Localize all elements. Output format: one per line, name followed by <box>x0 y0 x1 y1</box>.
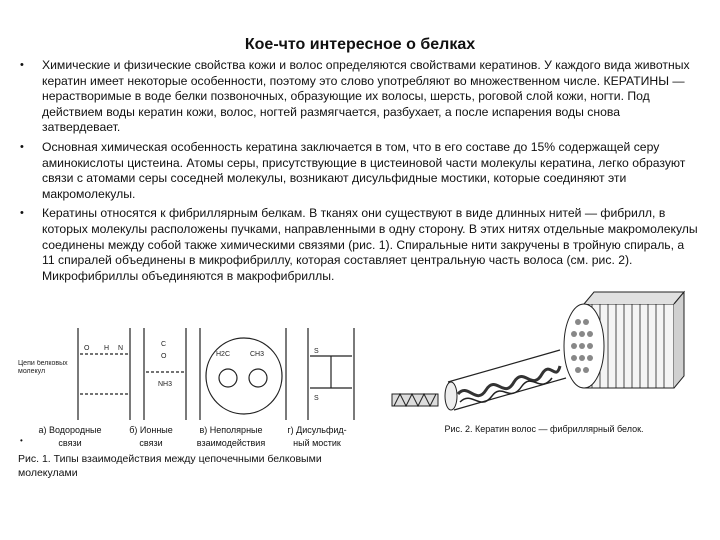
bullet-text: Основная химическая особенность кератина заключается в том, что в его составе до 15% содержащей серу аминокислоты цистеина. Атомы серы, присутствующие в цистеиновой части молекулы кератина, легко образуют связи с атомами серы соседней молекулы, возникают дисульфидные мостики, которые соединяют эти макромолекулы. <box>42 139 686 201</box>
atom-label: CH3 <box>250 351 265 358</box>
bullet-dot: • <box>20 207 24 220</box>
atom-label: H <box>104 345 110 352</box>
bullet-text: Химические и физические свойства кожи и волос определяются свойствами кератинов. У каждого вида животных кератин имеет некоторые особенности, поэтому это слово употребляют во множественном числе. КЕРАТИНЫ — нерастворимые в воде белки позвоночных, образующие их волосы, шерсть, роговой слой кожи, ногти. Под действием воды кератин кожи, волос, ногтей размягчается, разбухает, а после испарения воды снова затвердевает. <box>42 58 690 135</box>
bullet-item <box>18 206 698 284</box>
figure-1-label-d <box>274 424 360 450</box>
label-line: г) Дисульфид- <box>287 425 347 435</box>
bullet-item <box>18 58 698 136</box>
bullet-dot: • <box>20 59 24 71</box>
figure-1-diagram <box>18 326 368 422</box>
label-line: в) Неполярные <box>199 425 263 435</box>
atom-label: H2C <box>216 351 231 358</box>
label-line: б) Ионные <box>129 425 173 435</box>
page-title: Кое-что интересное о белках <box>244 36 476 53</box>
label-line: а) Водородные <box>38 425 102 435</box>
figure-1-label-b <box>116 424 186 450</box>
bullet-dot: • <box>20 436 23 445</box>
figure-1-label-a <box>30 424 110 450</box>
atom-label: C <box>161 341 167 348</box>
bullet-list <box>18 58 698 288</box>
bullet-item <box>18 140 698 202</box>
bullet-text: Кератины относятся к фибриллярным белкам. В тканях они существуют в виде длинных нитей — фибрилл, в которых молекулы расположены пучками, направленными в одну сторону. В этих нитях отдельные макромолекулы соединены между собой также химическими связями (рис. 1). Спиральные нити закручены в тройную спираль, а 11 спиралей объединены в микрофибриллу, которая составляет центральную часть волоса (см. рис. 2). Микрофибриллы объединяются в макрофибриллы. <box>42 206 698 283</box>
figure-2-diagram <box>388 286 700 422</box>
label-line: связи <box>58 438 82 448</box>
label-line: взаимодействия <box>196 438 266 448</box>
figure-2-caption: Рис. 2. Кератин волос — фибриллярный белок. <box>444 424 644 434</box>
atom-label: O <box>84 345 90 352</box>
figure-1-caption: Рис. 1. Типы взаимодействия между цепочечными белковыми молекулами <box>18 453 322 479</box>
atom-label: S <box>314 348 319 355</box>
atom-label: S <box>314 395 319 402</box>
label-line: связи <box>139 438 163 448</box>
chain-label: Цепи белковых молекул <box>18 360 68 375</box>
atom-label: O <box>161 353 167 360</box>
label-line: ный мостик <box>293 438 341 448</box>
atom-label: NH3 <box>158 381 173 388</box>
atom-label: N <box>118 345 124 352</box>
figure-1-label-c <box>188 424 274 450</box>
bullet-dot: • <box>20 140 24 153</box>
